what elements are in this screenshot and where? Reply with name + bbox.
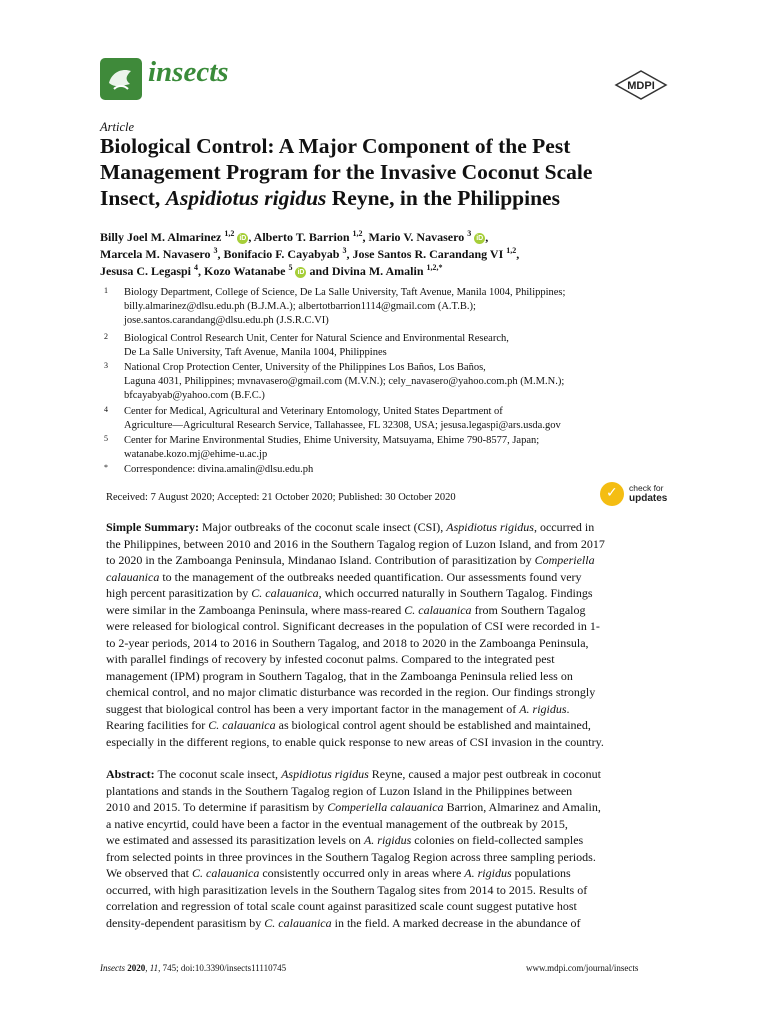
text: as biological control agent should be established and maintained, [275,718,591,732]
affiliation-text: De La Salle University, Taft Avenue, Manila 1004, Philippines [124,347,387,358]
text: 2010 and 2015. To determine if parasitism by [106,800,328,814]
abstract-line: a native encyrtid, could have been a factor in the eventual management of the outbreak by 2015, [106,816,568,831]
journal-url[interactable]: www.mdpi.com/journal/insects [526,963,639,973]
summary-line [106,717,672,734]
abstract-line: from selected points in three provinces in the Southern Tagalog Region across three sampling periods. [106,849,596,864]
species-name: Aspidiotus rigidus [165,186,327,210]
abstract-line [106,915,672,932]
author-name: , Mario V. Navasero [362,230,468,244]
mdpi-logo [614,70,668,100]
species-name: C. calauanica [208,718,276,732]
species-name: A. rigidus [519,701,567,716]
species-name: Aspidiotus rigidus [281,767,369,781]
footer-doi[interactable]: , 745; doi:10.3390/insects11110745 [158,963,287,973]
orcid-icon[interactable]: iD [239,235,247,242]
text: Rearing facilities for [106,718,209,732]
text: colonies on field-collected samples [411,833,584,847]
title-line: Management Program for the Invasive Coconut Scale [100,160,593,184]
author-affil: 5 [288,263,293,272]
author-name: , Kozo Watanabe [198,264,289,278]
summary-line [106,552,672,569]
affiliation-number: 3 [104,361,108,370]
author-name: and Divina M. Amalin [306,264,427,278]
summary-line: chemical control, and no major climatic disturbance was recorded in the region. Our findings strongly [106,685,596,699]
affiliation-text: Biology Department, College of Science, De La Salle University, Taft Avenue, Manila 1004, Philippines; [124,287,566,298]
affiliation-text: Center for Medical, Agricultural and Veterinary Entomology, United States Department of [124,406,503,417]
text: were similar in the Zamboanga Peninsula, where mass-reared [106,602,405,617]
author-affil: 1,2,* [426,263,443,272]
affiliation-text: Center for Marine Environmental Studies, Ehime University, Matsuyama, Ehime 790-8577, Japan; [124,435,540,446]
affiliation-text: billy.almarinez@dlsu.edu.ph (B.J.M.A.); albertotbarrion1114@gmail.com (A.T.B.); [124,301,476,312]
orcid-icon[interactable]: iD [297,269,305,276]
publication-dates: Received: 7 August 2020; Accepted: 21 October 2020; Published: 30 October 2020 [106,492,456,503]
affiliation-number: 4 [104,405,108,414]
title-line: Biological Control: A Major Component of the Pest [100,134,571,158]
text: The coconut scale insect, [154,767,282,781]
summary-line [106,569,672,586]
author-name: Billy Joel M. Almarinez [100,230,225,244]
author-name: , Bonifacio F. Cayabyab [217,247,343,261]
text: consistently occurred only in areas where [259,866,465,880]
abstract [106,766,672,931]
affiliation-text: National Crop Protection Center, University of the Philippines Los Baños, Los Baños, [124,362,486,373]
summary-line: the Philippines, between 2010 and 2016 in the Southern Tagalog region of Luzon Island, and from 2017 [106,536,605,551]
text: , which occurred naturally in Southern Tagalog. Findings [318,586,593,600]
author-affil: 3 [213,246,218,255]
abstract-line: correlation and regression of total scale count against parasitized scale count suggest putative host [106,899,577,913]
author-name: Jesusa C. Legaspi [100,264,195,278]
correspondence-text: Correspondence: divina.amalin@dlsu.edu.ph [124,464,314,475]
comma: , [516,247,520,261]
author-affil: 3 [467,229,472,238]
author-line [100,263,680,279]
footer-year: 2020 [125,963,146,973]
text: to 2020 in the Zamboanga Peninsula, Mindanao Island. Contribution of parasitization by [106,553,535,567]
affiliation-text: Biological Control Research Unit, Center for Natural Science and Environmental Research, [124,333,509,344]
author-name: , Alberto T. Barrion [248,230,353,244]
summary-line: were released for biological control. Significant decreases in the population of CSI were recorded in 1- [106,619,600,633]
abstract-line [106,832,672,849]
text: in the field. A marked decrease in the abundance of [331,915,581,930]
affiliation-number: * [104,463,108,472]
abstract-line [106,799,672,816]
affiliation-number: 2 [104,332,108,341]
abstract-line [106,865,672,882]
summary-line: especially in the different regions, to enable quick response to new areas of CSI invasion in the country. [106,734,604,749]
comma: , [485,230,489,244]
text: Barrion, Almarinez and Amalin, [443,800,601,814]
section-label: Abstract: [106,767,155,781]
species-name: A. rigidus [363,833,412,847]
section-label: Simple Summary: [106,520,199,534]
text: density-dependent parasitism by [106,915,265,930]
check-for-updates-badge[interactable] [600,480,680,510]
title-text: Insect, [100,186,166,210]
title-text: Reyne, in the Philippines [326,186,560,210]
journal-name: insects [148,56,229,88]
author-affil: 1,2 [352,229,363,238]
author-affil: 1,2 [224,229,235,238]
citation-footer [100,963,286,973]
summary-line [106,519,672,536]
text: to the management of the outbreaks needed quantification. Our assessments found very [159,569,582,584]
author-affil: 3 [342,246,347,255]
summary-line [106,701,672,718]
species-name: C. calauanica [404,602,472,617]
text: , occurred in [533,520,595,534]
title-line [100,185,680,211]
affiliation-text: watanabe.kozo.mj@ehime-u.ac.jp [124,449,268,460]
publisher-name: MDPI [627,80,655,92]
species-name: C. calauanica [192,866,260,880]
abstract-line [106,766,672,783]
species-name: Comperiella calauanica [327,800,444,814]
species-name: calauanica [106,569,160,584]
text: Reyne, caused a major pest outbreak in coconut [368,767,602,781]
text: suggest that biological control has been a very important factor in the management of [106,701,520,716]
affiliation-text: bfcayabyab@yahoo.com (B.F.C.) [124,390,265,401]
simple-summary [106,519,672,750]
species-name: Aspidiotus rigidus [446,520,534,534]
author-line [100,246,680,262]
author-line [100,229,680,245]
text: Major outbreaks of the coconut scale insect (CSI), [199,520,447,534]
summary-line [106,602,672,619]
text: we estimated and assessed its parasitization levels on [106,833,364,847]
check-updates-label: check for [629,483,664,493]
author-affil: 4 [194,263,199,272]
text: populations [511,866,571,880]
check-updates-label: updates [629,493,668,504]
summary-line [106,585,672,602]
text: from Southern Tagalog [471,602,586,617]
footer-volume: 11 [149,963,159,973]
affiliation-text: jose.santos.carandang@dlsu.edu.ph (J.S.R.C.VI) [124,315,329,326]
journal-logo [100,58,142,100]
summary-line: management (IPM) program in Southern Tagalog, that in the Zamboanga Peninsula relied less on [106,668,573,683]
affiliation-text: Agriculture—Agricultural Research Service, Tallahassee, FL 32308, USA; jesusa.legaspi@ars.usda.gov [124,420,561,431]
summary-line: to 2-year periods, 2014 to 2016 in Southern Tagalog, and 2018 to 2020 in the Zamboanga Peninsula, [106,635,589,650]
affiliation-text: Laguna 4031, Philippines; mvnavasero@gmail.com (M.V.N.); cely_navasero@yahoo.com.ph (M.M.N.); [124,376,565,387]
footer-journal: Insects [100,963,125,973]
species-name: A. rigidus [464,866,512,880]
affiliation-number: 5 [104,434,108,443]
text: , [145,963,150,973]
check-updates-icon: ✓ [600,482,624,506]
summary-line: with parallel findings of recovery by infested coconut palms. Compared to the integrated pest [106,652,555,666]
article-type: Article [100,120,135,134]
species-name: Comperiella [534,553,595,567]
author-name: Marcela M. Navasero [100,247,214,261]
species-name: C. calauanica [264,915,332,930]
author-affil: 1,2 [506,246,517,255]
abstract-line: plantations and stands in the Southern Tagalog region of Luzon Island in the Philippines between [106,783,573,798]
text: . [566,701,570,716]
species-name: C. calauanica [251,586,319,600]
abstract-line: occurred, with high parasitization levels in the Southern Tagalog sites from 2014 to 2015. Results of [106,882,588,897]
article-title [100,133,680,211]
text: We observed that [106,866,193,880]
affiliation-number: 1 [104,286,108,295]
orcid-icon[interactable]: iD [476,235,484,242]
author-name: , Jose Santos R. Carandang VI [346,247,507,261]
text: high percent parasitization by [106,586,252,600]
